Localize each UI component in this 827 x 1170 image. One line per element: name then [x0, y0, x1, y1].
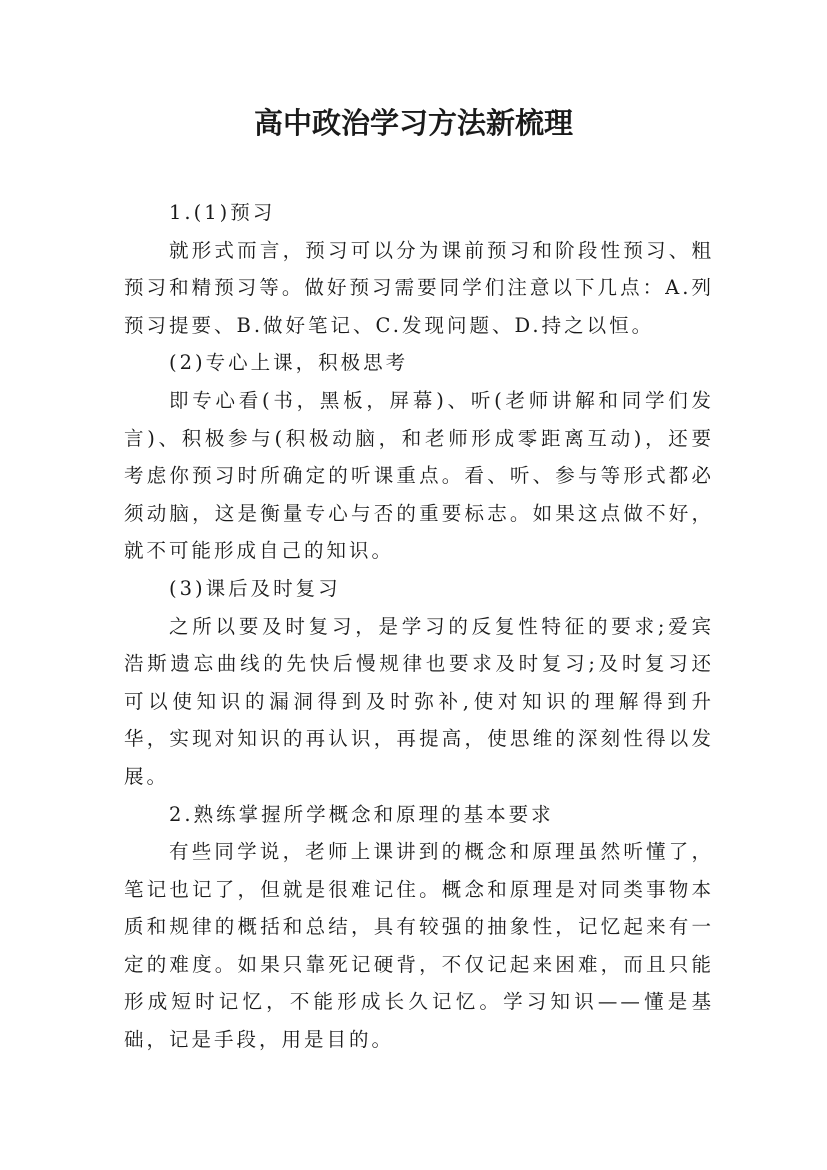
- document-title: 高中政治学习方法新梳理: [253, 106, 573, 140]
- heading-review: (3)课后及时复习: [169, 576, 341, 600]
- paragraph-review: 之所以要及时复习，是学习的反复性特征的要求;爱宾浩斯遗忘曲线的先快后慢规律也要求及时复习;及时复习还可以使知识的漏洞得到及时弥补,使对知识的理解得到升华，实现对知识的再认识，再提高，使思维的深刻性得以发展。: [124, 614, 714, 788]
- paragraph-attend-class: 即专心看(书，黑板，屏幕)、听(老师讲解和同学们发言)、积极参与(积极动脑，和老师形成零距离互动)，还要考虑你预习时所确定的听课重点。看、听、参与等形式都必须动脑，这是衡量专心与否的重要标志。如果这点做不好，就不可能形成自己的知识。: [124, 388, 714, 563]
- paragraph-concepts: 有些同学说，老师上课讲到的概念和原理虽然听懂了，笔记也记了，但就是很难记住。概念和原理是对同类事物本质和规律的概括和总结，具有较强的抽象性，记忆起来有一定的难度。如果只靠死记硬背，不仅记起来困难，而且只能形成短时记忆，不能形成长久记忆。学习知识——懂是基础，记是手段，用是目的。: [124, 840, 714, 1052]
- heading-attend-class: (2)专心上课，积极思考: [169, 351, 409, 375]
- document-body: [124, 194, 714, 1059]
- heading-concepts: 2.熟练掌握所学概念和原理的基本要求: [169, 802, 554, 826]
- heading-preview: 1.(1)预习: [169, 201, 276, 224]
- paragraph-preview: 就形式而言，预习可以分为课前预习和阶段性预习、粗预习和精预习等。做好预习需要同学们注意以下几点：A.列预习提要、B.做好笔记、C.发现问题、D.持之以恒。: [124, 238, 714, 337]
